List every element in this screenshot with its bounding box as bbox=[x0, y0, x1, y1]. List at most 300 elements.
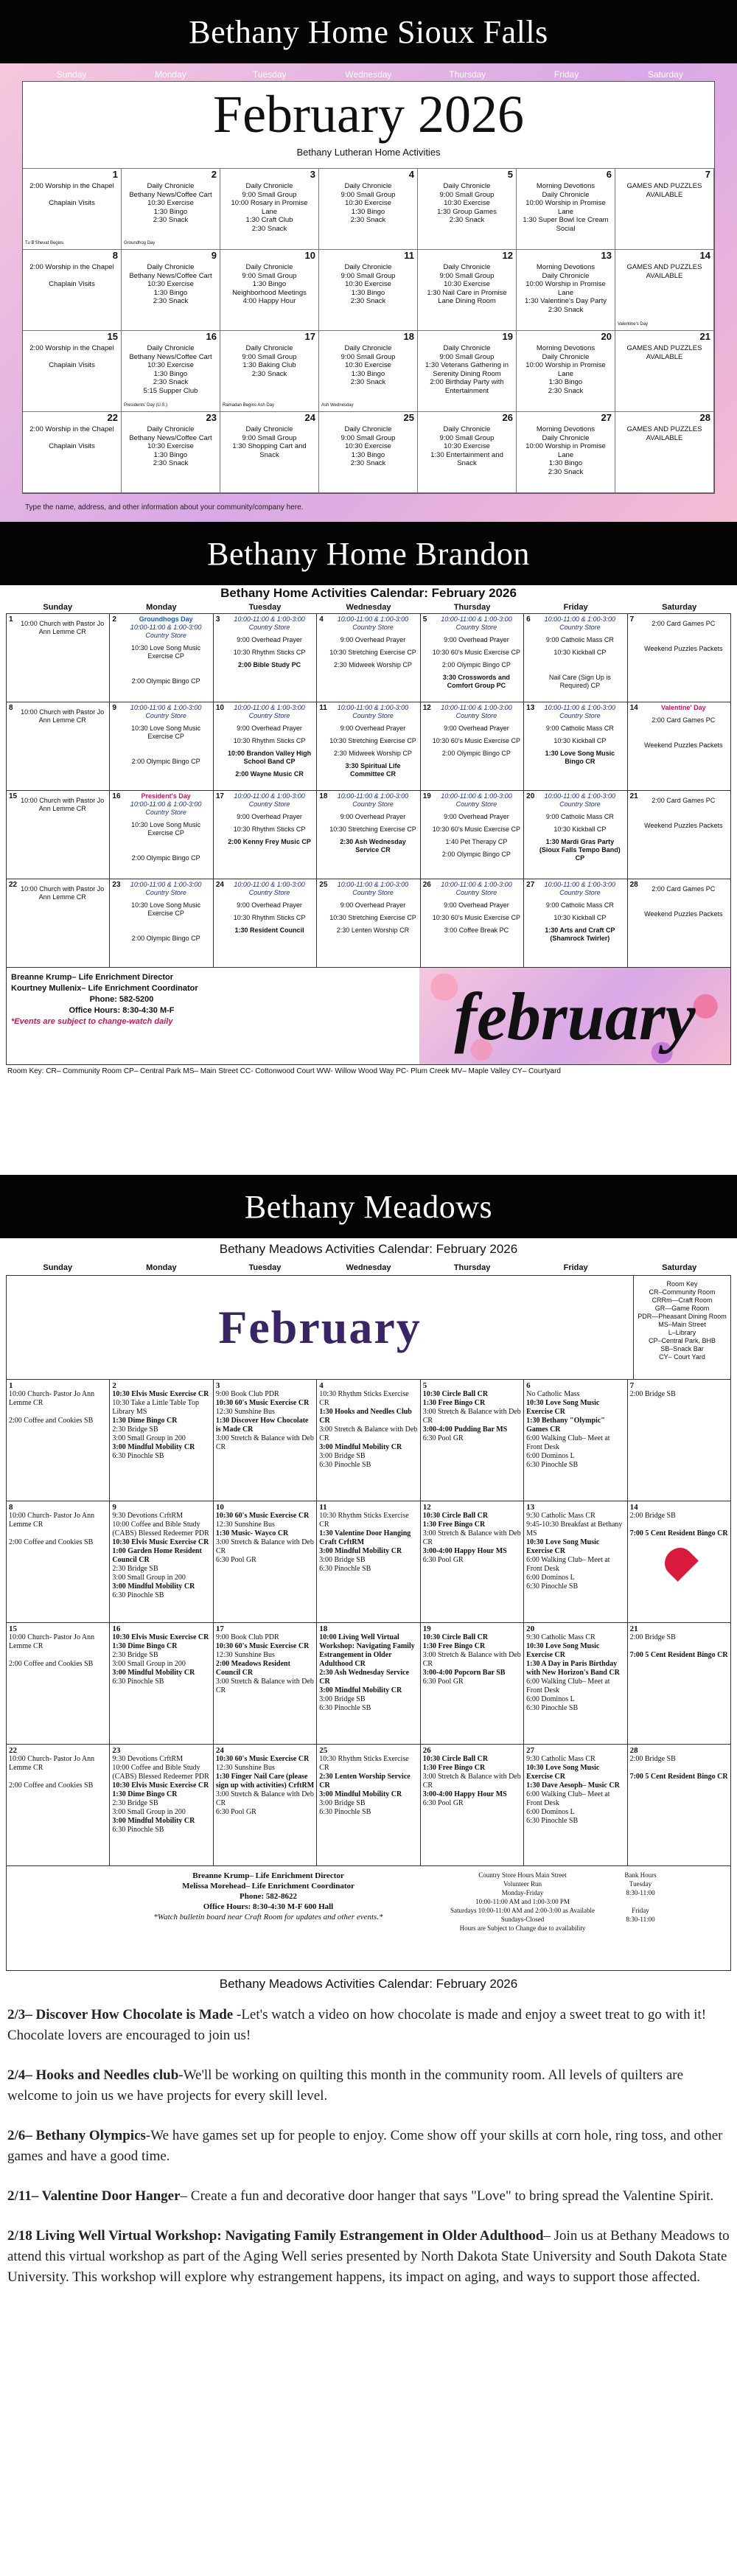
store-line: Country Store Hours Main Street bbox=[478, 1871, 567, 1879]
day-cell bbox=[628, 1745, 731, 1866]
day-number: 22 bbox=[9, 1746, 17, 1755]
day-number: 18 bbox=[319, 1624, 328, 1633]
room-key-line: PDR—Pheasant Dining Room bbox=[638, 1313, 727, 1320]
bank-line: 8:30-11:00 bbox=[626, 1916, 655, 1923]
activity: 10:00 Rosary in Promise Lane bbox=[231, 199, 308, 216]
activity: Daily Chronicle bbox=[344, 182, 392, 190]
activity: Bethany News/Coffee Cart bbox=[129, 352, 212, 361]
weekday-header bbox=[6, 601, 731, 613]
cell-content bbox=[9, 708, 107, 725]
activity: 9:00 Catholic Mass CR bbox=[545, 813, 614, 820]
day-number: 5 bbox=[507, 169, 513, 180]
activity bbox=[121, 842, 210, 850]
day-cell bbox=[524, 879, 627, 968]
activity: 12:30 Sunshine Bus bbox=[215, 1651, 275, 1659]
room-key-line: CY– Court Yard bbox=[659, 1353, 705, 1361]
activity: 6:30 Pinochle SB bbox=[112, 1678, 164, 1686]
activity: 6:30 Pinochle SB bbox=[112, 1826, 164, 1834]
activity: Daily Chronicle bbox=[344, 344, 392, 352]
special-event: 2:00 Kenny Frey Music CP bbox=[228, 838, 311, 845]
special-event: 3:30 Spiritual Life Committee CR bbox=[345, 762, 401, 778]
day-cell bbox=[421, 1380, 524, 1501]
activity: 6:30 Pinochle SB bbox=[112, 1591, 164, 1599]
country-store: 10:00-11:00 & 1:00-3:00 Country Store bbox=[544, 881, 616, 896]
activity: 2:00 Bridge SB bbox=[629, 1390, 676, 1398]
activity: 9:00 Small Group bbox=[439, 190, 495, 199]
day-cell bbox=[524, 614, 627, 702]
day-number: 27 bbox=[526, 881, 535, 889]
activity: 7:00 5 Cent Resident Bingo CR bbox=[629, 1773, 728, 1781]
day-grid bbox=[6, 1380, 731, 1866]
day-cell bbox=[317, 879, 420, 968]
activity: 2:30 Lenten Worship Service CR bbox=[319, 1773, 411, 1790]
activity: 3:00 Stretch & Balance with Deb CR bbox=[422, 1408, 521, 1425]
activity: 3:00-4:00 Popcorn Bar SB bbox=[422, 1669, 506, 1677]
activity: 10:30 Rhythm Sticks Exercise CR bbox=[319, 1755, 409, 1772]
activity: 10:30 60's Music Exercise CR bbox=[215, 1642, 310, 1650]
activity: 6:00 Walking Club– Meet at Front Desk bbox=[526, 1434, 610, 1451]
weekday-label: Sunday bbox=[56, 69, 87, 80]
store-line: Hours are Subject to Change due to availability bbox=[459, 1924, 586, 1932]
holiday-note: Tu B'Shevat Begins bbox=[25, 240, 64, 245]
event-text: -We'll be working on quilting this month in the community room. All levels of quilters are welcome to join us we have projects for every skill level. bbox=[7, 2067, 684, 2104]
activity: 9:00 Catholic Mass CR bbox=[545, 901, 614, 909]
cell-content bbox=[423, 881, 521, 935]
room-key-line: MS–Main Street bbox=[658, 1321, 706, 1328]
activity: 10:30 Rhythm Sticks CP bbox=[233, 914, 306, 921]
activity: 1:30 Super Bowl Ice Cream Social bbox=[523, 216, 609, 233]
activity: 9:00 Overhead Prayer bbox=[444, 813, 509, 820]
activity: 3:00 Mindful Mobility CR bbox=[112, 1669, 195, 1677]
day-number: 20 bbox=[526, 792, 535, 800]
activity: 5:15 Supper Club bbox=[143, 386, 198, 395]
february-banner: February bbox=[218, 1301, 422, 1353]
country-store: 10:00-11:00 & 1:00-3:00 Country Store bbox=[130, 704, 202, 719]
day-cell bbox=[220, 412, 319, 493]
event-heading: 2/11– Valentine Door Hanger bbox=[7, 2188, 181, 2204]
day-cell bbox=[418, 169, 517, 250]
activity: 2:30 Bridge SB bbox=[112, 1565, 158, 1573]
day-number: 23 bbox=[206, 412, 217, 423]
activity: Daily Chronicle bbox=[443, 263, 491, 271]
activity: GAMES AND PUZZLES AVAILABLE bbox=[626, 182, 702, 199]
activity: 2:30 Snack bbox=[350, 216, 386, 224]
activity: 2:00 Card Games PC bbox=[652, 797, 716, 804]
weekday-label: Wednesday bbox=[346, 603, 391, 612]
day-cell bbox=[220, 169, 319, 250]
activity: 9:00 Overhead Prayer bbox=[340, 901, 406, 909]
activity: 1:30 Free Bingo CR bbox=[422, 1642, 486, 1650]
day-number: 27 bbox=[601, 412, 612, 423]
activity: 9:00 Small Group bbox=[242, 352, 297, 361]
room-key-line: CP–Central Park, BHB bbox=[648, 1337, 716, 1344]
day-cell bbox=[628, 791, 731, 879]
activity: 10:30 Stretching Exercise CP bbox=[329, 914, 416, 921]
day-number: 10 bbox=[304, 250, 315, 261]
activity: Daily Chronicle bbox=[147, 263, 195, 271]
day-number: 16 bbox=[112, 792, 121, 800]
day-number: 23 bbox=[112, 881, 121, 889]
activity: 10:30 Stretching Exercise CP bbox=[329, 649, 416, 656]
day-number: 1 bbox=[9, 1381, 13, 1390]
activity: 10:30 Stretching Exercise CP bbox=[329, 825, 416, 833]
activity: 2:30 Bridge SB bbox=[112, 1651, 158, 1659]
activity: Bethany News/Coffee Cart bbox=[129, 271, 212, 280]
event-heading: 2/6– Bethany Olympics bbox=[7, 2128, 146, 2143]
activity: 10:00 Church with Pastor Jo Ann Lemme CR bbox=[21, 708, 105, 724]
weekday-label: Sunday bbox=[43, 1263, 73, 1272]
activity: 10:30 Kickball CP bbox=[553, 649, 607, 656]
activity: 9:00 Overhead Prayer bbox=[237, 725, 302, 732]
day-cell bbox=[317, 1745, 420, 1866]
activity: 3:00 Bridge SB bbox=[319, 1799, 366, 1807]
day-cell bbox=[317, 1623, 420, 1745]
activity: 10:30 60's Music Exercise CP bbox=[432, 914, 521, 921]
activity: 1:30 Free Bingo CR bbox=[422, 1764, 486, 1772]
activity bbox=[25, 353, 119, 362]
activity: 2:00 Olympic Bingo CP bbox=[131, 854, 200, 862]
weekday-label: Monday bbox=[155, 69, 186, 80]
day-number: 20 bbox=[601, 331, 612, 342]
activity: Daily Chronicle bbox=[443, 182, 491, 190]
country-store: 10:00-11:00 & 1:00-3:00 Country Store bbox=[441, 615, 512, 631]
day-cell bbox=[122, 331, 220, 412]
day-cell bbox=[421, 791, 524, 879]
calendar-footer bbox=[6, 1866, 731, 1971]
activity: 3:00 Mindful Mobility CR bbox=[112, 1582, 195, 1591]
day-cell bbox=[317, 791, 420, 879]
event-text: -Let's watch a video on how chocolate is made and enjoy a sweet treat to go with it! Chocolate lovers are encouraged to join us! bbox=[7, 2007, 707, 2043]
event-description bbox=[7, 2226, 730, 2288]
event-descriptions bbox=[0, 1997, 737, 2288]
activity: 10:00 Coffee and Bible Study (CABS) Blessed Redeemer PDR bbox=[112, 1521, 209, 1537]
activity: 10:00 Worship in Promise Lane bbox=[525, 199, 606, 216]
weekday-header bbox=[6, 1260, 731, 1275]
activity: 1:30 A Day in Paris Birthday with New Horizon's Band CR bbox=[526, 1660, 620, 1677]
holiday-note: Presidents' Day (U.S.) bbox=[124, 402, 168, 408]
special-event: 2:30 Ash Wednesday Service CR bbox=[340, 838, 406, 854]
activity: 12:30 Sunshine Bus bbox=[215, 1521, 275, 1529]
activity: 9:00 Small Group bbox=[439, 433, 495, 442]
day-cell bbox=[214, 702, 317, 791]
country-store: 10:00-11:00 & 1:00-3:00 Country Store bbox=[130, 624, 202, 639]
day-cell bbox=[317, 1501, 420, 1623]
activity: 2:30 Lenten Worship CR bbox=[336, 926, 410, 934]
activity: 2:00 Card Games PC bbox=[652, 620, 716, 627]
day-number: 28 bbox=[629, 881, 638, 889]
activity: 3:00-4:00 Happy Hour MS bbox=[422, 1790, 507, 1798]
brandon-banner: Bethany Home Brandon bbox=[0, 522, 737, 585]
day-cell bbox=[23, 169, 122, 250]
day-cell bbox=[110, 1380, 213, 1501]
country-store: 10:00-11:00 & 1:00-3:00 Country Store bbox=[337, 615, 409, 631]
activity: 10:00 Church with Pastor Jo Ann Lemme CR bbox=[21, 797, 105, 812]
activity: 9:30 Devotions CrftRM bbox=[112, 1512, 183, 1520]
activity: 6:30 Pool GR bbox=[215, 1808, 256, 1816]
room-key-line: CR–Community Room bbox=[649, 1288, 716, 1296]
country-store: 10:00-11:00 & 1:00-3:00 Country Store bbox=[130, 881, 202, 896]
activity: 2:30 Snack bbox=[153, 459, 189, 467]
activity: 3:00 Stretch & Balance with Deb CR bbox=[422, 1773, 521, 1790]
activity: 1:30 Bingo bbox=[153, 450, 188, 459]
activity: 1:30 Veterans Gathering in Serenity Dining Room bbox=[425, 361, 509, 378]
activity: 10:30 Circle Ball CR bbox=[422, 1755, 489, 1763]
day-cell bbox=[214, 879, 317, 968]
activity: 6:00 Walking Club– Meet at Front Desk bbox=[526, 1678, 610, 1694]
day-cell bbox=[524, 1501, 627, 1623]
activity: 10:30 Circle Ball CR bbox=[422, 1512, 489, 1520]
cell-content bbox=[9, 885, 107, 901]
activity: 9:00 Catholic Mass CR bbox=[545, 725, 614, 732]
weekday-label: Tuesday bbox=[248, 603, 282, 612]
activity: 1:40 Pet Therapy CP bbox=[445, 838, 508, 845]
cell-content bbox=[216, 792, 314, 846]
activity: 2:00 Olympic Bingo CP bbox=[131, 677, 200, 685]
activity: 9:00 Overhead Prayer bbox=[340, 636, 406, 643]
activity: 9:00 Small Group bbox=[340, 352, 396, 361]
day-cell bbox=[421, 1745, 524, 1866]
staff-line: Melissa Morehead– Life Enrichment Coordinator bbox=[182, 1882, 354, 1891]
activity: 9:30 Devotions CrftRM bbox=[112, 1755, 183, 1763]
day-cell bbox=[7, 791, 110, 879]
activity: 1:30 Bingo bbox=[153, 288, 188, 297]
activity: 2:00 Worship in the Chapel bbox=[29, 182, 114, 190]
activity: 10:00 Church- Pastor Jo Ann Lemme CR bbox=[9, 1390, 95, 1407]
day-cell bbox=[418, 412, 517, 493]
activity: 3:00 Mindful Mobility CR bbox=[319, 1790, 402, 1798]
activity: 6:30 Pinochle SB bbox=[319, 1461, 371, 1469]
bank-line: Bank Hours bbox=[624, 1871, 657, 1879]
day-cell bbox=[110, 614, 213, 702]
day-cell bbox=[615, 169, 714, 250]
activity: 12:30 Sunshine Bus bbox=[215, 1408, 275, 1416]
activity: Daily Chronicle bbox=[344, 263, 392, 271]
activity: 1:30 Bingo bbox=[153, 369, 188, 378]
day-number: 3 bbox=[215, 1381, 220, 1390]
day-cell bbox=[214, 791, 317, 879]
day-cell bbox=[319, 331, 418, 412]
store-line: 10:00-11:00 AM and 1:00-3:00 PM bbox=[475, 1898, 570, 1905]
activity: 3:00 Bridge SB bbox=[319, 1695, 366, 1703]
activity: Daily Chronicle bbox=[147, 425, 195, 433]
activity bbox=[639, 729, 728, 737]
activity: Chaplain Visits bbox=[49, 199, 95, 207]
activity: 3:00 Stretch & Balance with Deb CR bbox=[422, 1651, 521, 1668]
activity: 1:30 Shopping Cart and Snack bbox=[232, 442, 307, 459]
activity: 2:30 Snack bbox=[153, 216, 189, 224]
cell-content bbox=[112, 615, 210, 685]
day-number: 18 bbox=[403, 331, 414, 342]
activity bbox=[121, 922, 210, 930]
calendar-title-bottom: Bethany Meadows Activities Calendar: February 2026 bbox=[219, 1977, 518, 1991]
day-cell bbox=[214, 1745, 317, 1866]
day-cell bbox=[628, 702, 731, 791]
activity: 10:00 Church- Pastor Jo Ann Lemme CR bbox=[9, 1633, 95, 1650]
special-event: 2:00 Wayne Music CR bbox=[235, 770, 304, 778]
day-cell bbox=[214, 1501, 317, 1623]
activity: 2:30 Bridge SB bbox=[112, 1799, 158, 1807]
activity: 6:00 Walking Club– Meet at Front Desk bbox=[526, 1556, 610, 1573]
cell-content bbox=[319, 792, 417, 854]
activity: 6:30 Pinochle SB bbox=[526, 1817, 579, 1825]
day-cell bbox=[524, 1745, 627, 1866]
country-store: 10:00-11:00 & 1:00-3:00 Country Store bbox=[234, 881, 305, 896]
activity: 10:30 Love Song Music Exercise CP bbox=[131, 901, 201, 917]
cell-content bbox=[630, 704, 728, 750]
day-number: 23 bbox=[112, 1746, 121, 1755]
activity: 10:30 Love Song Music Exercise CP bbox=[131, 644, 201, 660]
cell-content bbox=[216, 704, 314, 778]
activity: 1:30 Valentine's Day Party bbox=[525, 297, 607, 305]
day-number: 2 bbox=[211, 169, 217, 180]
activity: Daily Chronicle bbox=[542, 352, 590, 361]
country-store: 10:00-11:00 & 1:00-3:00 Country Store bbox=[234, 615, 305, 631]
holiday-note: Valentine's Day bbox=[618, 321, 649, 327]
day-number: 15 bbox=[107, 331, 118, 342]
weekday-label: Monday bbox=[146, 603, 177, 612]
activity bbox=[630, 1642, 728, 1651]
activity: No Catholic Mass bbox=[526, 1390, 580, 1398]
day-number: 26 bbox=[502, 412, 513, 423]
day-cell bbox=[23, 412, 122, 493]
month-title: February 2026 bbox=[213, 85, 524, 144]
activity: 10:30 60's Music Exercise CP bbox=[432, 737, 521, 744]
day-cell bbox=[628, 614, 731, 702]
cell-content bbox=[319, 704, 417, 778]
activity: 10:30 Rhythm Sticks CP bbox=[233, 649, 306, 656]
activity: 2:00 Bridge SB bbox=[629, 1512, 676, 1520]
activity: 10:30 Exercise bbox=[444, 199, 490, 207]
day-number: 11 bbox=[319, 704, 327, 712]
day-cell bbox=[220, 331, 319, 412]
activity: 1:30 Dime Bingo CR bbox=[112, 1642, 178, 1650]
activity: 10:00 Worship in Promise Lane bbox=[525, 280, 606, 297]
cell-content bbox=[630, 620, 728, 653]
activity bbox=[25, 272, 119, 281]
day-number: 17 bbox=[215, 1624, 224, 1633]
day-number: 13 bbox=[526, 1503, 535, 1512]
activity: 10:30 Exercise bbox=[444, 280, 490, 288]
activity: Weekend Puzzles Packets bbox=[644, 741, 723, 749]
day-number: 19 bbox=[422, 1624, 431, 1633]
day-cell bbox=[214, 1623, 317, 1745]
calendar-top bbox=[6, 1275, 731, 1380]
activity: Weekend Puzzles Packets bbox=[644, 645, 723, 652]
activity: 2:30 Bridge SB bbox=[112, 1425, 158, 1434]
holiday-note: Groundhog Day bbox=[124, 240, 156, 245]
meadows-banner: Bethany Meadows bbox=[0, 1175, 737, 1238]
day-cell bbox=[110, 1745, 213, 1866]
country-store: 10:00-11:00 & 1:00-3:00 Country Store bbox=[130, 800, 202, 816]
activity: Weekend Puzzles Packets bbox=[644, 910, 723, 918]
activity: 3:00 Mindful Mobility CR bbox=[319, 1547, 402, 1555]
activity: 6:30 Pool GR bbox=[422, 1678, 464, 1686]
activity: 1:00 Garden Home Resident Council CR bbox=[112, 1547, 202, 1564]
day-number: 16 bbox=[206, 331, 217, 342]
activity: 12:30 Sunshine Bus bbox=[215, 1764, 275, 1772]
activity: 10:00 Worship in Promise Lane bbox=[525, 361, 606, 378]
country-store: 10:00-11:00 & 1:00-3:00 Country Store bbox=[441, 792, 512, 808]
calendar-header bbox=[23, 82, 714, 169]
activity bbox=[9, 1651, 107, 1660]
activity: 9:00 Overhead Prayer bbox=[340, 813, 406, 820]
activity: 10:30 Kickball CP bbox=[553, 914, 607, 921]
activity: 2:30 Midweek Worship CP bbox=[334, 750, 412, 757]
country-store: 10:00-11:00 & 1:00-3:00 Country Store bbox=[234, 704, 305, 719]
country-store: 10:00-11:00 & 1:00-3:00 Country Store bbox=[337, 704, 409, 719]
country-store: 10:00-11:00 & 1:00-3:00 Country Store bbox=[544, 792, 616, 808]
activity: 6:30 Pinochle SB bbox=[526, 1461, 579, 1469]
day-cell bbox=[7, 1380, 110, 1501]
cell-content bbox=[526, 615, 624, 690]
activity: 10:30 Exercise bbox=[147, 442, 194, 450]
activity: Daily Chronicle bbox=[542, 190, 590, 199]
day-cell bbox=[7, 1501, 110, 1623]
day-number: 19 bbox=[422, 792, 431, 800]
activity: 1:30 Bingo bbox=[351, 450, 385, 459]
special-event: 1:30 Mardi Gras Party (Sioux Falls Tempo Band) CP bbox=[539, 838, 621, 862]
activity: 10:30 Rhythm Sticks Exercise CR bbox=[319, 1512, 409, 1529]
activity: 10:30 Kickball CP bbox=[553, 737, 607, 744]
room-key-line: L–Library bbox=[668, 1329, 696, 1336]
room-key-line: Room Key bbox=[666, 1280, 698, 1288]
weekday-label: Sunday bbox=[43, 603, 73, 612]
activity: 1:30 Valentine Door Hanging Craft CrftRM bbox=[319, 1529, 411, 1546]
activity: 1:30 Bingo bbox=[351, 288, 385, 297]
weekday-label: Friday bbox=[563, 603, 588, 612]
activity: 9:00 Small Group bbox=[439, 352, 495, 361]
day-number: 20 bbox=[526, 1624, 535, 1633]
day-cell bbox=[317, 614, 420, 702]
event-text: – Create a fun and decorative door hanger that says "Love" to bring spread the Valentine Spirit. bbox=[180, 2188, 714, 2204]
day-cell bbox=[421, 1501, 524, 1623]
cell-content bbox=[423, 792, 521, 859]
store-line: Monday-Friday bbox=[501, 1889, 544, 1896]
cell-content bbox=[526, 792, 624, 862]
calendar-title: Bethany Meadows Activities Calendar: February 2026 bbox=[219, 1242, 518, 1256]
day-cell bbox=[421, 614, 524, 702]
activity: 2:00 Birthday Party with Entertainment bbox=[430, 378, 504, 395]
store-line: Sundays-Closed bbox=[500, 1916, 545, 1923]
day-cell bbox=[615, 331, 714, 412]
store-line: Saturdays 10:00-11:00 AM and 2:00-3:00 as Available bbox=[450, 1907, 595, 1914]
activity: 9:00 Overhead Prayer bbox=[444, 901, 509, 909]
weekday-label: Friday bbox=[553, 69, 579, 80]
activity bbox=[121, 745, 210, 753]
activity: 6:00 Walking Club– Meet at Front Desk bbox=[526, 1790, 610, 1807]
day-cell bbox=[214, 614, 317, 702]
activity: 10:30 Elvis Music Exercise CR bbox=[112, 1538, 209, 1546]
weekday-label: Tuesday bbox=[248, 1263, 282, 1272]
activity: GAMES AND PUZZLES AVAILABLE bbox=[626, 425, 702, 442]
event-description bbox=[7, 2186, 730, 2207]
day-number: 16 bbox=[112, 1624, 121, 1633]
activity: 3:00 Stretch & Balance with Deb CR bbox=[215, 1538, 314, 1555]
calendar-footer bbox=[6, 968, 731, 1065]
weekday-label: Friday bbox=[563, 1263, 588, 1272]
country-store: 10:00-11:00 & 1:00-3:00 Country Store bbox=[544, 704, 616, 719]
activity: 10:30 Take a Little Table Top Library MS bbox=[112, 1399, 200, 1416]
activity bbox=[630, 1764, 728, 1773]
country-store: 10:00-11:00 & 1:00-3:00 Country Store bbox=[544, 615, 616, 631]
activity: 3:00 Coffee Break PC bbox=[444, 926, 509, 934]
day-number: 24 bbox=[215, 1746, 224, 1755]
activity: 2:00 Meadows Resident Council CR bbox=[215, 1660, 290, 1677]
staff-line: Phone: 582-8622 bbox=[240, 1892, 297, 1901]
day-cell bbox=[615, 250, 714, 331]
weekday-label: Monday bbox=[146, 1263, 177, 1272]
activity: Neighborhood Meetings bbox=[232, 288, 307, 297]
